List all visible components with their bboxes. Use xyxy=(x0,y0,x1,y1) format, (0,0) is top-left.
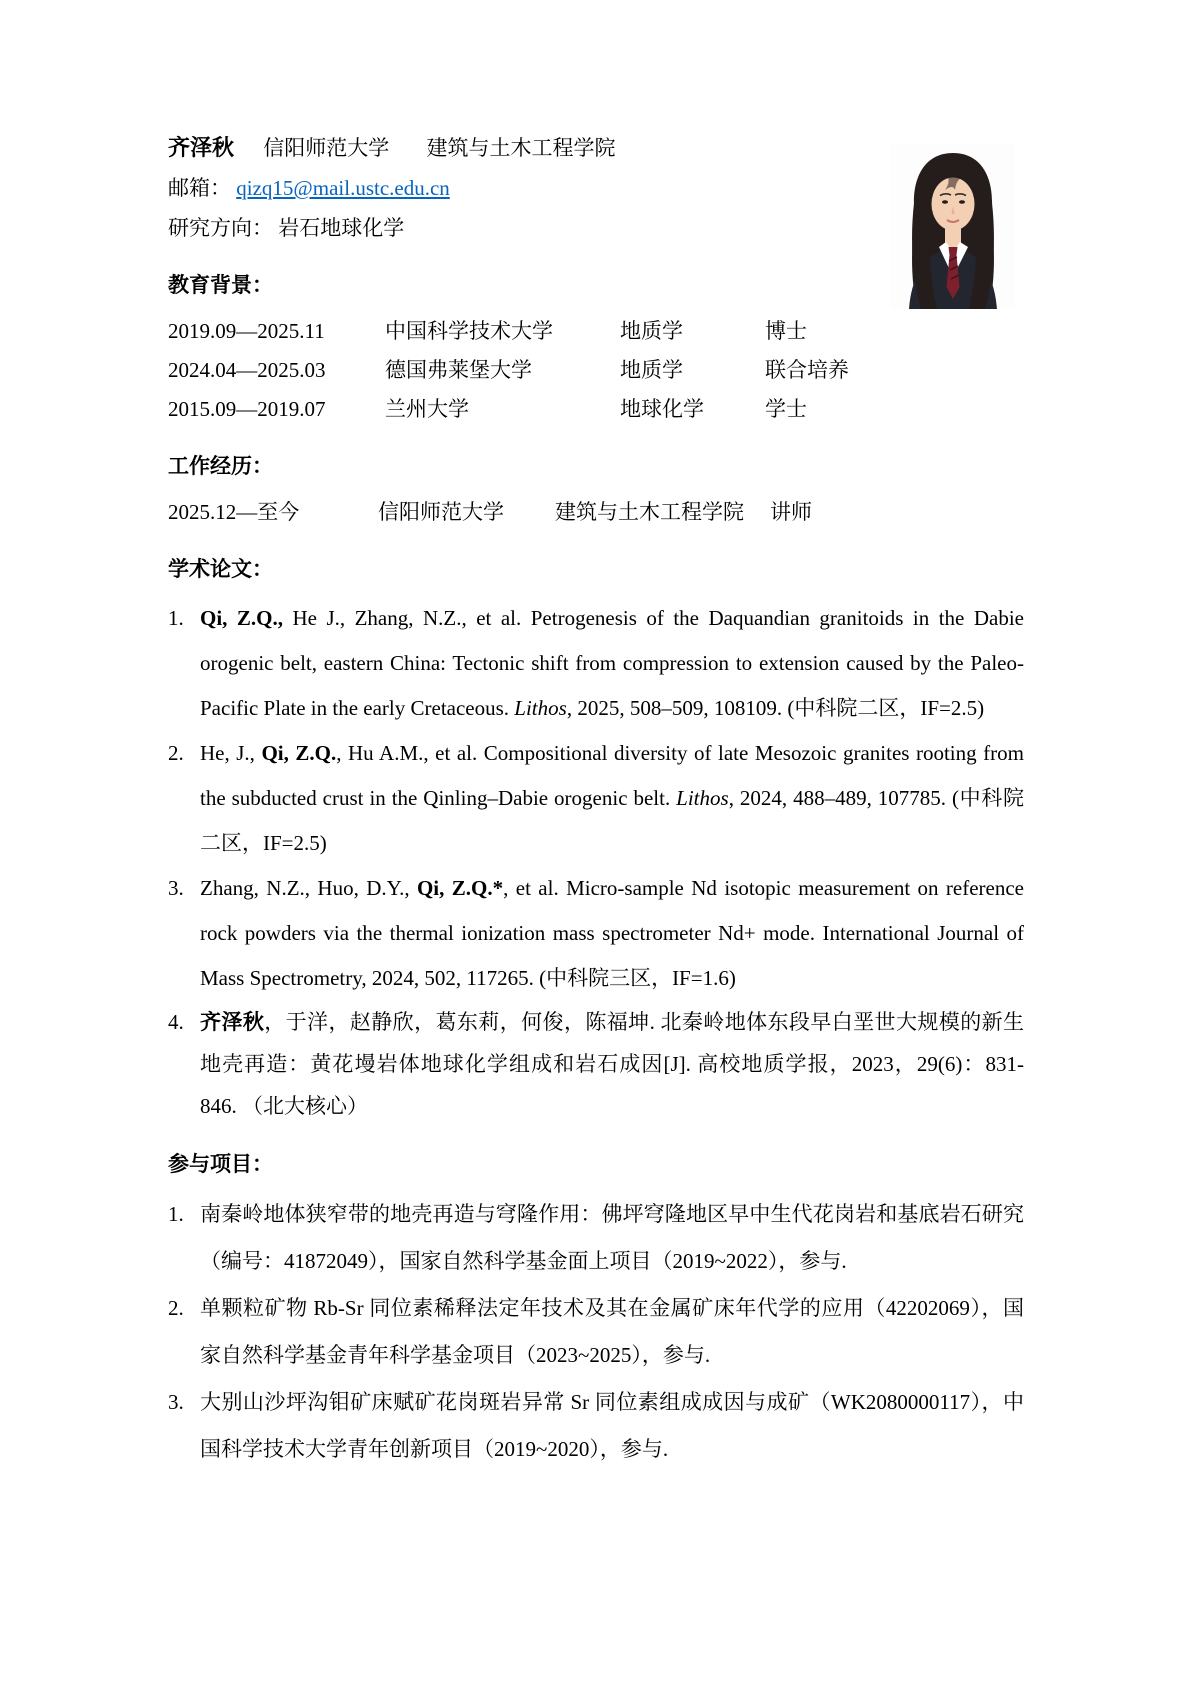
cv-content xyxy=(168,128,1024,1473)
project-text: 南秦岭地体狭窄带的地壳再造与穹隆作用：佛坪穹隆地区早中生代花岗岩和基底岩石研究（编号：41872049），国家自然科学基金面上项目（2019~2022），参与. xyxy=(200,1202,1024,1273)
project-item xyxy=(168,1285,1024,1379)
education-degree: 学士 xyxy=(765,397,807,421)
education-row xyxy=(168,390,1024,429)
section-education-title: 教育背景： xyxy=(168,273,273,297)
project-text: 大别山沙坪沟钼矿床赋矿花岗斑岩异常 Sr 同位素组成成因与成矿（WK2080000117），中国科学技术大学青年创新项目（2019~2020），参与. xyxy=(200,1390,1024,1461)
publication-text: Qi, Z.Q., He J., Zhang, N.Z., et al. Petrogenesis of the Daquandian granitoids in the Dabie orogenic belt, eastern China: Tectonic shift from compression to extension caused by the Paleo-Pacific Plate in the early Cretaceous. Lithos, 2025, 508–509, 108109. (中科院二区，IF=2.5) xyxy=(200,606,1024,720)
publication-number: 2. xyxy=(168,741,184,765)
id-photo-illustration xyxy=(891,143,1015,309)
education-major: 地质学 xyxy=(620,319,683,343)
project-item xyxy=(168,1379,1024,1473)
email-label: 邮箱： xyxy=(168,176,231,200)
project-number: 1. xyxy=(168,1202,184,1226)
research-value: 岩石地球化学 xyxy=(278,216,405,240)
section-work-title: 工作经历： xyxy=(168,454,273,478)
project-text: 单颗粒矿物 Rb-Sr 同位素稀释法定年技术及其在金属矿床年代学的应用（42202069），国家自然科学基金青年科学基金项目（2023~2025），参与. xyxy=(200,1296,1024,1367)
project-item xyxy=(168,1191,1024,1285)
publication-number: 1. xyxy=(168,606,184,630)
publication-text: Zhang, N.Z., Huo, D.Y., Qi, Z.Q.*, et al. Micro-sample Nd isotopic measurement on reference rock powders via the thermal ionization mass spectrometer Nd+ mode. International Journal of Mass Spectrometry, 2024, 502, 117265. (中科院三区，IF=1.6) xyxy=(200,876,1024,990)
education-school: 德国弗莱堡大学 xyxy=(385,358,532,382)
header-college: 建筑与土木工程学院 xyxy=(426,136,616,160)
education-school: 兰州大学 xyxy=(385,397,469,421)
work-title: 讲师 xyxy=(770,500,812,524)
section-publications-title: 学术论文： xyxy=(168,557,273,581)
projects-list xyxy=(168,1191,1024,1473)
publications-list xyxy=(168,596,1024,1127)
publication-item xyxy=(168,596,1024,731)
project-number: 3. xyxy=(168,1390,184,1414)
work-table xyxy=(168,493,1024,532)
education-period: 2015.09—2019.07 xyxy=(168,397,326,421)
header-university: 信阳师范大学 xyxy=(263,136,390,160)
education-row xyxy=(168,351,1024,390)
work-department: 建筑与土木工程学院 xyxy=(555,500,744,524)
email-link[interactable]: qizq15@mail.ustc.edu.cn xyxy=(236,176,450,200)
publication-text: 齐泽秋，于洋，赵静欣，葛东莉，何俊，陈福坤. 北秦岭地体东段早白垩世大规模的新生地壳再造：黄花墁岩体地球化学组成和岩石成因[J]. 高校地质学报，2023，29(6)：831-846. （北大核心） xyxy=(200,1010,1025,1118)
education-major: 地质学 xyxy=(620,358,683,382)
education-table xyxy=(168,312,1024,429)
publication-item xyxy=(168,866,1024,1001)
work-period: 2025.12—至今 xyxy=(168,500,300,524)
project-number: 2. xyxy=(168,1296,184,1320)
education-major: 地球化学 xyxy=(620,397,704,421)
research-label: 研究方向： xyxy=(168,216,273,240)
publication-number: 4. xyxy=(168,1010,184,1034)
work-organization: 信阳师范大学 xyxy=(378,500,504,524)
publication-item xyxy=(168,731,1024,866)
publication-item xyxy=(168,1001,1024,1127)
work-row xyxy=(168,493,1024,532)
publication-number: 3. xyxy=(168,876,184,900)
education-period: 2019.09—2025.11 xyxy=(168,319,325,343)
id-photo xyxy=(891,143,1015,309)
person-name: 齐泽秋 xyxy=(168,135,235,160)
section-projects-title: 参与项目： xyxy=(168,1152,273,1176)
education-row xyxy=(168,312,1024,351)
education-degree: 联合培养 xyxy=(765,358,849,382)
education-period: 2024.04—2025.03 xyxy=(168,358,326,382)
education-degree: 博士 xyxy=(765,319,807,343)
publication-text: He, J., Qi, Z.Q., Hu A.M., et al. Compositional diversity of late Mesozoic granites rooting from the subducted crust in the Qinling–Dabie orogenic belt. Lithos, 2024, 488–489, 107785. (中科院二区，IF=2.5) xyxy=(200,741,1025,855)
education-school: 中国科学技术大学 xyxy=(385,319,553,343)
